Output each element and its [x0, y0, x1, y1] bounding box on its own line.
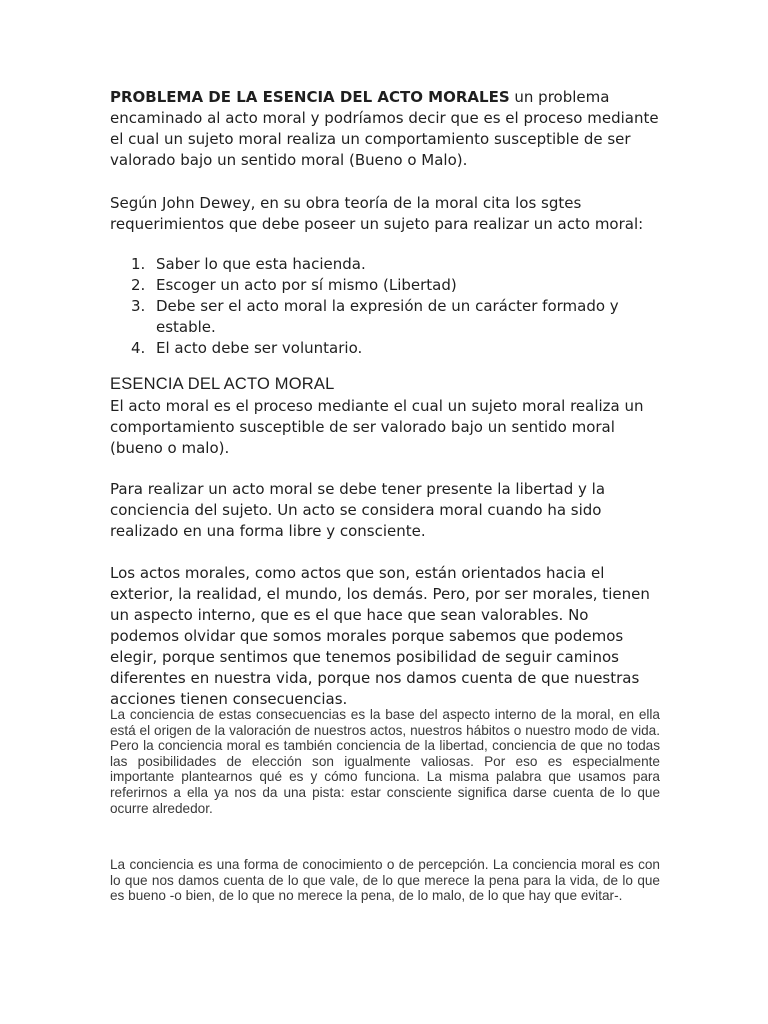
section-paragraph: Para realizar un acto moral se debe tener presente la libertad y la conciencia del sujeto. Un acto se considera moral cuando ha sido realizado en una forma libre y consciente. [110, 480, 606, 540]
intro-bold-lead: PROBLEMA DE LA ESENCIA DEL ACTO MORALES [110, 88, 510, 106]
list-item [110, 296, 660, 338]
list-number: 3. [131, 297, 146, 315]
list-text: Saber lo que esta hacienda. [156, 255, 366, 273]
requirements-list [110, 254, 660, 359]
list-number: 1. [131, 255, 146, 273]
section-paragraph: El acto moral es el proceso mediante el cual un sujeto moral realiza un comportamiento susceptible de ser valorado bajo un sentido moral (bueno o malo). [110, 397, 644, 457]
section-paragraph: Los actos morales, como actos que son, están orientados hacia el exterior, la realidad, el mundo, los demás. Pero, por ser morales, tienen un aspecto interno, que es el que hace que sean valorables. No podemos olvidar que somos morales porque sabemos que podemos elegir, porque sentimos que tenemos posibilidad de seguir caminos diferentes en nuestra vida, porque nos damos cuenta de que nuestras acciones tienen consecuencias. [110, 564, 650, 708]
list-text: El acto debe ser voluntario. [156, 339, 363, 357]
closing-paragraph: La conciencia es una forma de conocimiento o de percepción. La conciencia moral es con lo que nos damos cuenta de lo que vale, de lo que merece la pena para la vida, de lo que es bueno -o bien, de lo que no merece la pena, de lo malo, de lo que hay que evitar-. [110, 857, 660, 904]
list-item [110, 338, 660, 359]
intro-paragraph [110, 87, 660, 171]
section-heading: ESENCIA DEL ACTO MORAL [110, 375, 335, 393]
list-item [110, 254, 660, 275]
dewey-paragraph: Según John Dewey, en su obra teoría de la moral cita los sgtes requerimientos que debe poseer un sujeto para realizar un acto moral: [110, 194, 644, 233]
intro-text: un problema encaminado al acto moral y podríamos decir que es el proceso mediante el cual un sujeto moral realiza un comportamiento susceptible de ser valorado bajo un sentido moral (Bueno o Malo). [110, 88, 659, 169]
list-text: Debe ser el acto moral la expresión de un carácter formado y estable. [156, 297, 619, 336]
list-number: 4. [131, 339, 146, 357]
list-item [110, 275, 660, 296]
closing-paragraph: La conciencia de estas consecuencias es la base del aspecto interno de la moral, en ella está el origen de la valoración de nuestros actos, nuestros hábitos o nuestro modo de vida. Pero la conciencia moral es también conciencia de la libertad, conciencia de que no todas las posibilidades de elección son igualmente valiosas. Por eso es especialmente importante plantearnos qué es y cómo funciona. La misma palabra que usamos para referirnos a ella ya nos da una pista: estar consciente significa darse cuenta de lo que ocurre alrededor. [110, 707, 660, 816]
list-number: 2. [131, 276, 146, 294]
list-text: Escoger un acto por sí mismo (Libertad) [156, 276, 457, 294]
